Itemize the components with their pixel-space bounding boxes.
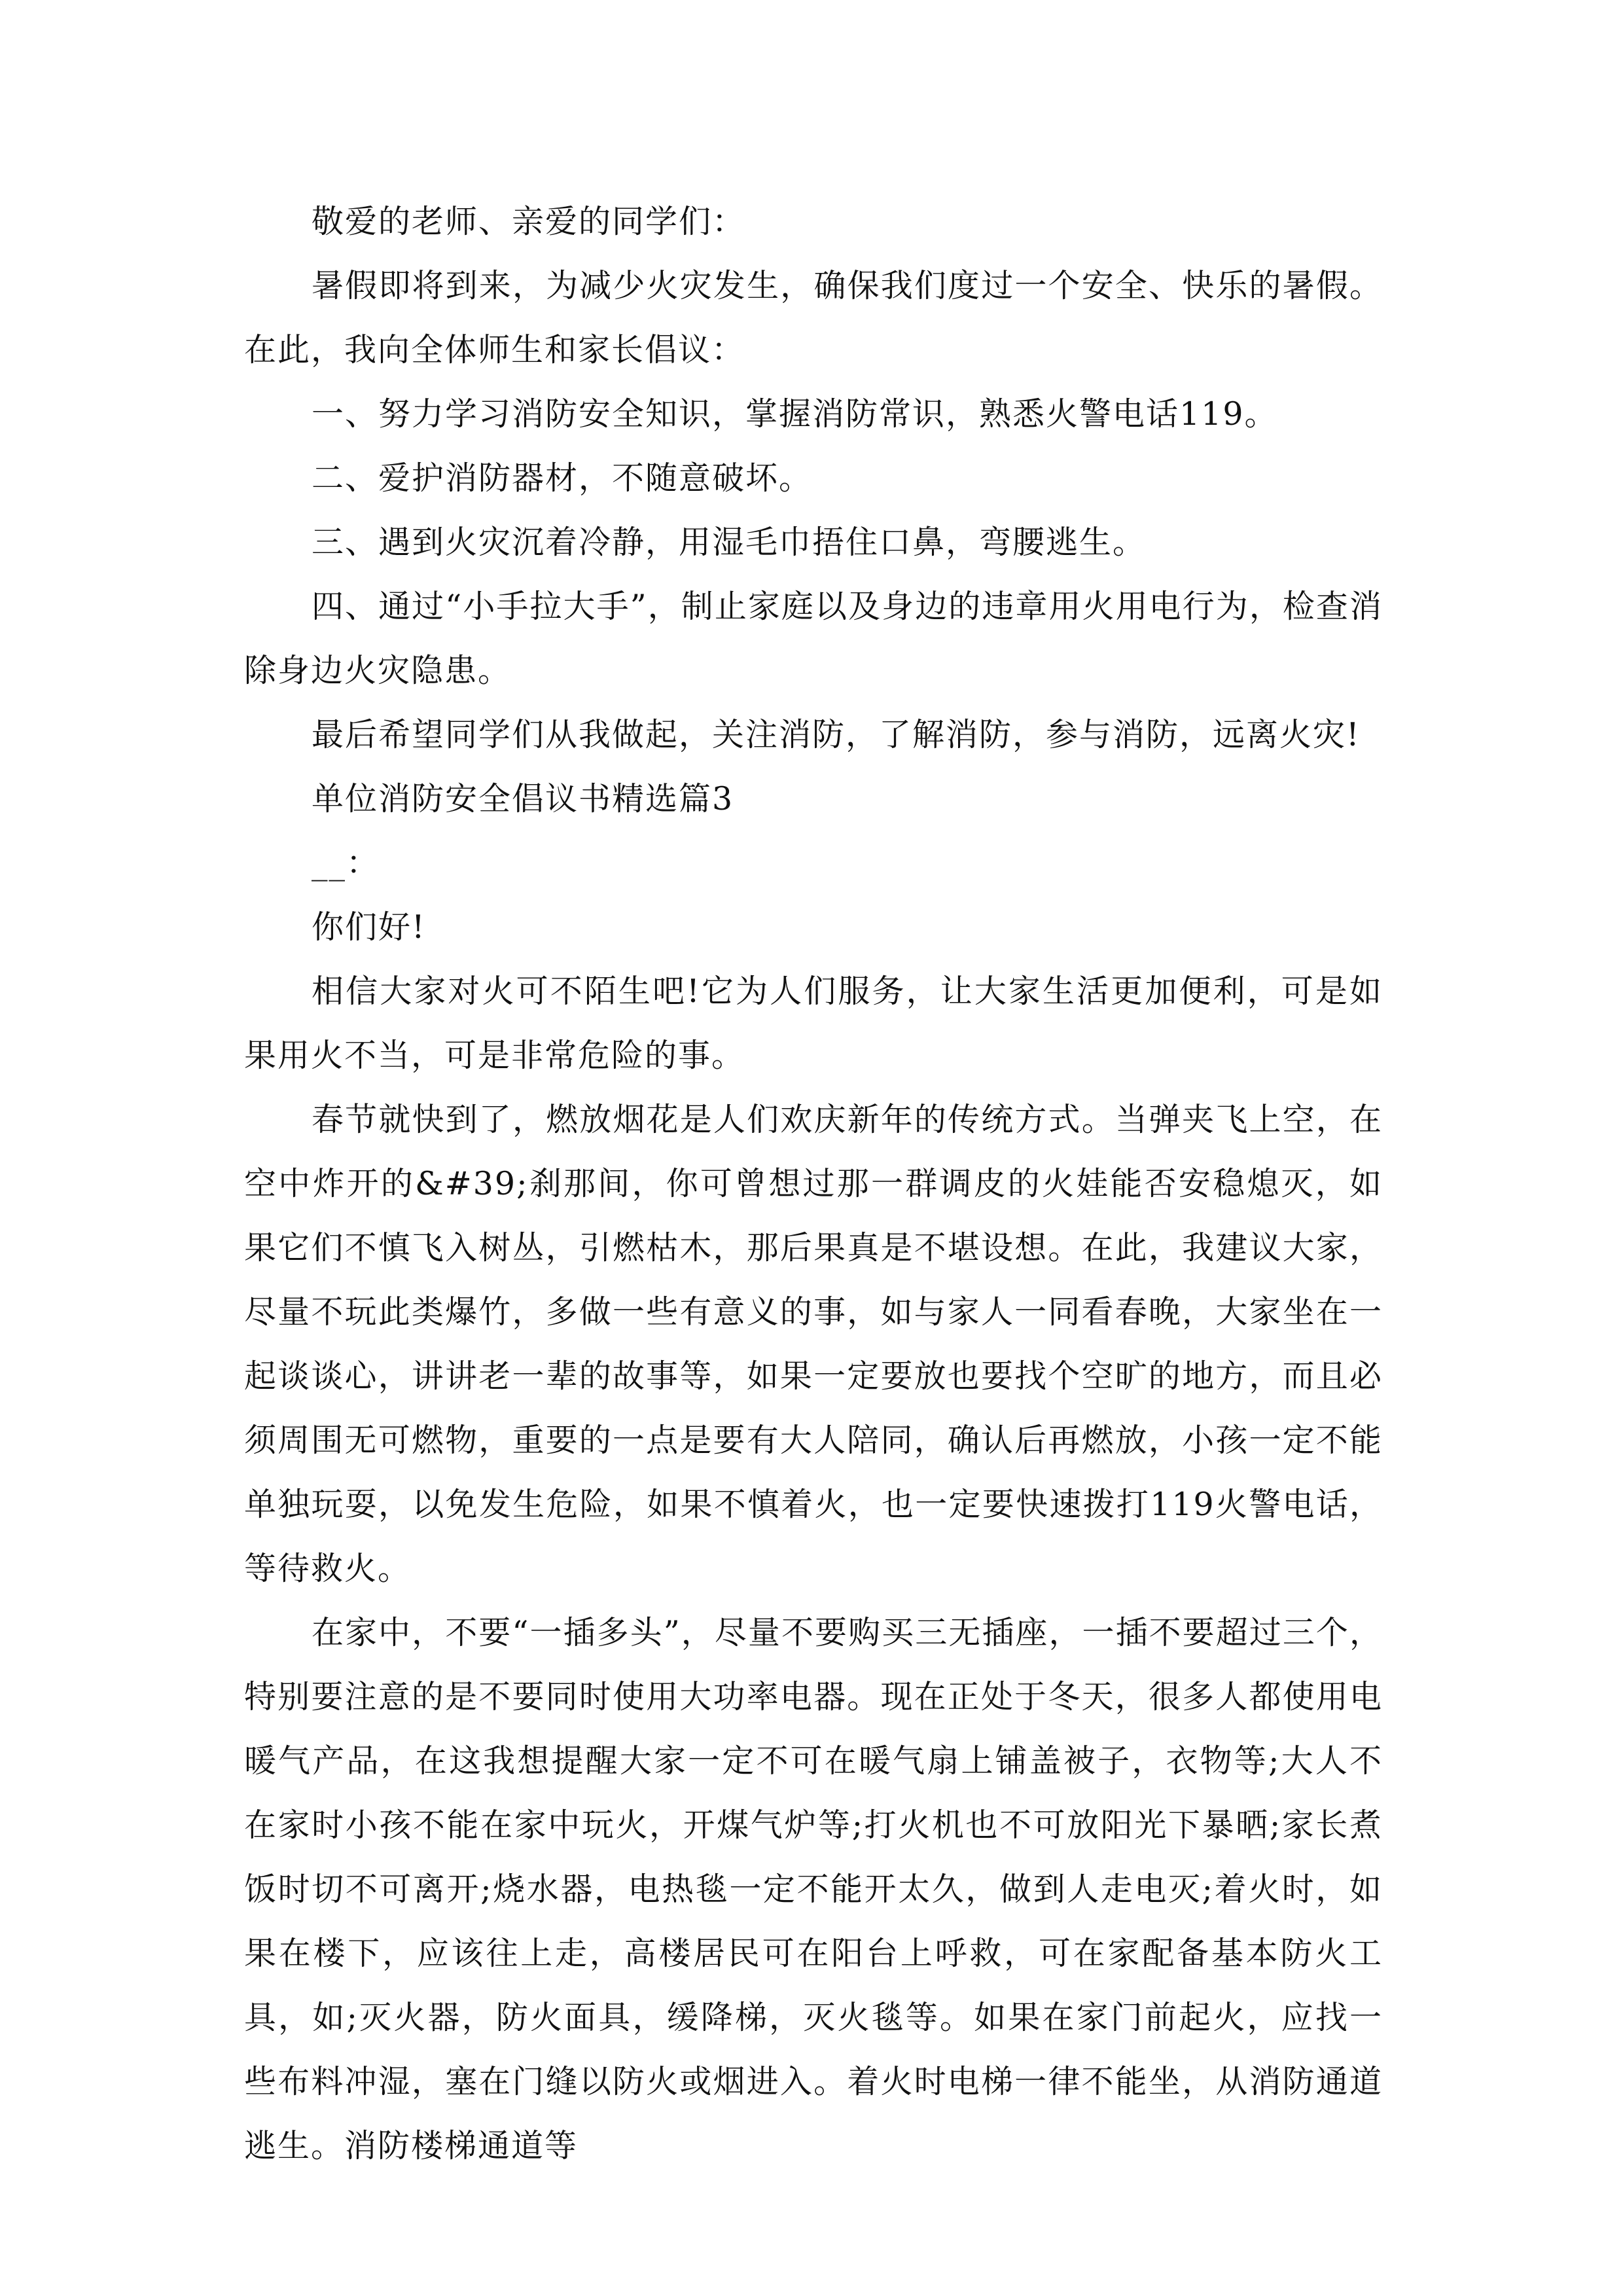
proposal-item-2: 二、爱护消防器材，不随意破坏。: [312, 459, 813, 497]
salutation: 敬爱的老师、亲爱的同学们：: [312, 203, 746, 240]
body-paragraph: 相信大家对火可不陌生吧!它为人们服务，让大家生活更加便利，可是如果用火不当，可是非常危险的事。: [244, 973, 1383, 1074]
proposal-item-3: 三、遇到火灾沉着冷静，用湿毛巾捂住口鼻，弯腰逃生。: [312, 524, 1147, 561]
proposal-item-1: 一、努力学习消防安全知识，掌握消防常识，熟悉火警电话119。: [312, 395, 1278, 433]
addressee-blank: __：: [312, 844, 380, 882]
closing-paragraph: 最后希望同学们从我做起，关注消防，了解消防，参与消防，远离火灾!: [312, 716, 1361, 753]
body-paragraph: 在家中，不要“一插多头”，尽量不要购买三无插座，一插不要超过三个，特别要注意的是不要同时使用大功率电器。现在正处于冬天，很多人都使用电暖气产品，在这我想提醒大家一定不可在暖气扇上铺盖被子，衣物等;大人不在家时小孩不能在家中玩火，开煤气炉等;打火机也不可放阳光下暴晒;家长煮饭时切不可离开;烧水器，电热毯一定不能开太久，做到人走电灭;着火时，如果在楼下，应该往上走，高楼居民可在阳台上呼救，可在家配备基本防火工具，如;灭火器，防火面具，缓降梯，灭火毯等。如果在家门前起火，应找一些布料冲湿，塞在门缝以防火或烟进入。着火时电梯一律不能坐，从消防通道逃生。消防楼梯通道等: [244, 1614, 1383, 2164]
greeting: 你们好!: [312, 908, 426, 946]
document-body: [244, 190, 1383, 2178]
intro-paragraph: 暑假即将到来，为减少火灾发生，确保我们度过一个安全、快乐的暑假。在此，我向全体师生和家长倡议：: [244, 267, 1383, 368]
section-title: 单位消防安全倡议书精选篇3: [312, 780, 734, 817]
body-paragraph: 春节就快到了，燃放烟花是人们欢庆新年的传统方式。当弹夹飞上空，在空中炸开的&#39;刹那间，你可曾想过那一群调皮的火娃能否安稳熄灭，如果它们不慎飞入树丛，引燃枯木，那后果真是不堪设想。在此，我建议大家，尽量不玩此类爆竹，多做一些有意义的事，如与家人一同看春晚，大家坐在一起谈谈心，讲讲老一辈的故事等，如果一定要放也要找个空旷的地方，而且必须周围无可燃物，重要的一点是要有大人陪同，确认后再燃放，小孩一定不能单独玩耍，以免发生危险，如果不慎着火，也一定要快速拨打119火警电话，等待救火。: [244, 1101, 1383, 1587]
proposal-item-4: 四、通过“小手拉大手”，制止家庭以及身边的违章用火用电行为，检查消除身边火灾隐患。: [244, 588, 1383, 689]
